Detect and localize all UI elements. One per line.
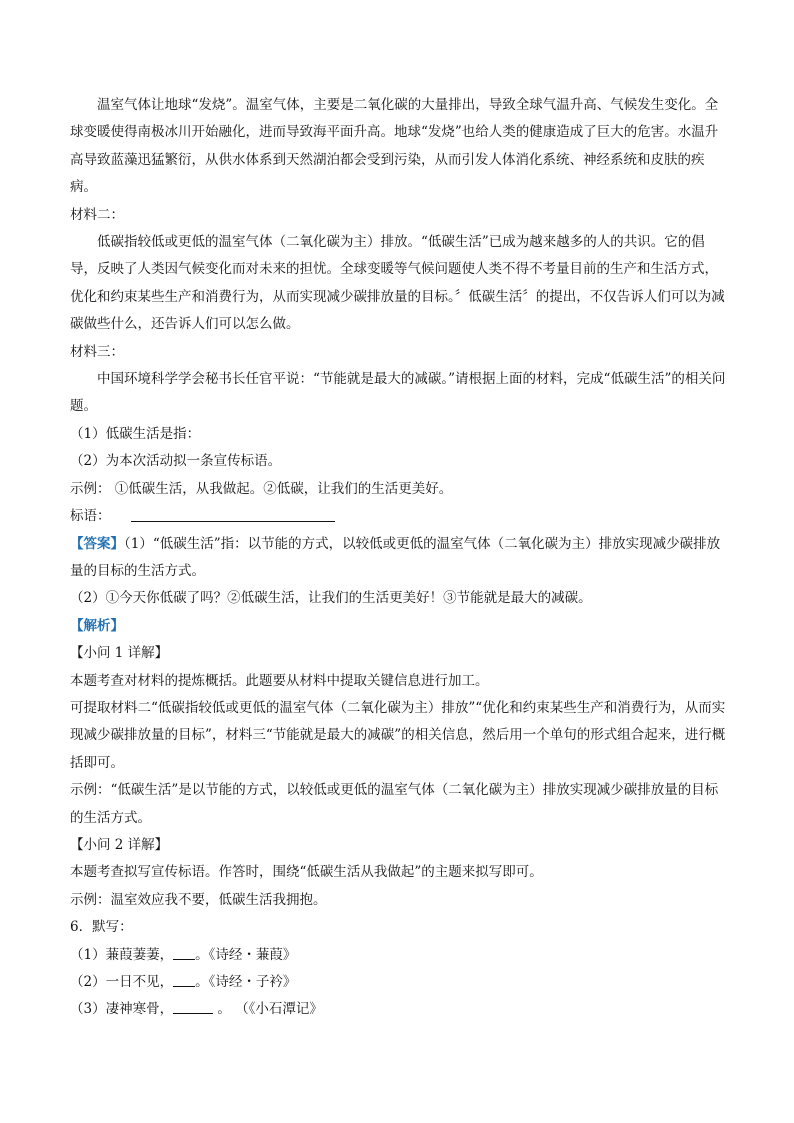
example-line: 示例： ①低碳生活，从我做起。②低碳，让我们的生活更美好。 bbox=[70, 480, 453, 497]
subquestion-2-title: 【小问 2 详解】 bbox=[70, 836, 169, 853]
material-three-paragraph: 中国环境科学学会秘书长任官平说：“节能就是最大的减碳。”请根据上面的材料，完成“低碳生活”的相关问题。 bbox=[70, 371, 726, 415]
subquestion-1-title: 【小问 1 详解】 bbox=[70, 645, 169, 662]
material-three-heading: 材料三： bbox=[70, 343, 124, 360]
dictation-3-source: 。 （《小石潭记》 bbox=[213, 1001, 323, 1018]
document-body bbox=[70, 92, 726, 1024]
dictation-3-prompt: （3）凄神寒骨， bbox=[70, 1001, 174, 1018]
answer-line-2: （2）①今天你低碳了吗？②低碳生活，让我们的生活更美好！③节能就是最大的减碳。 bbox=[70, 590, 592, 607]
dictation-3 bbox=[70, 996, 726, 1023]
subquestion-1-text-a: 本题考查对材料的提炼概括。此题要从材料中提取关键信息进行加工。 bbox=[70, 672, 489, 689]
material-two-paragraph: 低碳指较低或更低的温室气体（二氧化碳为主）排放。“低碳生活”已成为越来越多的人的共识。它的倡导，反映了人类因气候变化而对未来的担忧。全球变暖等气候问题使人类不得不考量目前的生产和生活方式，优化和约束某些生产和消费行为，从而实现减少碳排放量的目标。〞低碳生活〞的提出，不仅告诉人们可以为减碳做些什么，还告诉人们可以怎么做。 bbox=[70, 234, 725, 333]
dictation-2-prompt: （2）一日不见， bbox=[70, 974, 174, 990]
slogan-line bbox=[70, 503, 726, 530]
answer-1-text: （1）“低碳生活”指：以节能的方式，以较低或更低的温室气体（二氧化碳为主）排放实现减少碳排放量的目标的生活方式。 bbox=[70, 535, 721, 579]
dictation-1 bbox=[70, 942, 726, 969]
slogan-blank[interactable] bbox=[131, 505, 335, 522]
subquestion-1-text-b: 可提取材料二“低碳指较低或更低的温室气体（二氧化碳为主）排放”“优化和约束某些生产和消费行为，从而实现减少碳排放量的目标”，材料三“节能就是最大的减碳”的相关信息，然后用一个单句的形式组合起来，进行概括即可。 bbox=[70, 699, 726, 771]
dictation-3-blank[interactable] bbox=[173, 999, 213, 1014]
question-2: （2）为本次活动拟一条宣传标语。 bbox=[70, 453, 282, 470]
dictation-2-blank[interactable] bbox=[173, 972, 195, 987]
subquestion-2-text-b: 示例：温室效应我不要，低碳生活我拥抱。 bbox=[70, 891, 327, 908]
subquestion-1-text-c: 示例：“低碳生活”是以节能的方式，以较低或更低的温室气体（二氧化碳为主）排放实现减少碳排放量的目标的生活方式。 bbox=[70, 782, 719, 826]
material-two-heading: 材料二： bbox=[70, 206, 124, 223]
dictation-1-source: 。《诗经・蒹葭》 bbox=[195, 946, 297, 963]
material-one-paragraph: 温室气体让地球“发烧”。温室气体，主要是二氧化碳的大量排出，导致全球气温升高、气候发生变化。全球变暖使得南极冰川开始融化，进而导致海平面升高。地球“发烧”也给人类的健康造成了巨大的危害。水温升高导致蓝藻迅猛繁衍，从供水体系到天然湖泊都会受到污染，从而引发人体消化系统、神经系统和皮肤的疾病。 bbox=[70, 97, 719, 196]
analysis-tag: 【解析】 bbox=[70, 617, 124, 634]
dictation-1-blank[interactable] bbox=[173, 945, 195, 960]
slogan-label: 标语： bbox=[70, 508, 111, 525]
question-6-heading: 6．默写： bbox=[70, 919, 133, 936]
dictation-1-prompt: （1）蒹葭萋萋， bbox=[70, 946, 174, 963]
subquestion-2-text-a: 本题考查拟写宣传标语。作答时，围绕“低碳生活从我做起”的主题来拟写即可。 bbox=[70, 864, 543, 881]
answer-line-1 bbox=[70, 531, 726, 586]
question-1: （1）低碳生活是指： bbox=[70, 425, 201, 442]
dictation-2-source: 。《诗经・子衿》 bbox=[195, 974, 297, 990]
answer-tag: 【答案】 bbox=[70, 535, 124, 552]
dictation-2 bbox=[70, 969, 726, 996]
